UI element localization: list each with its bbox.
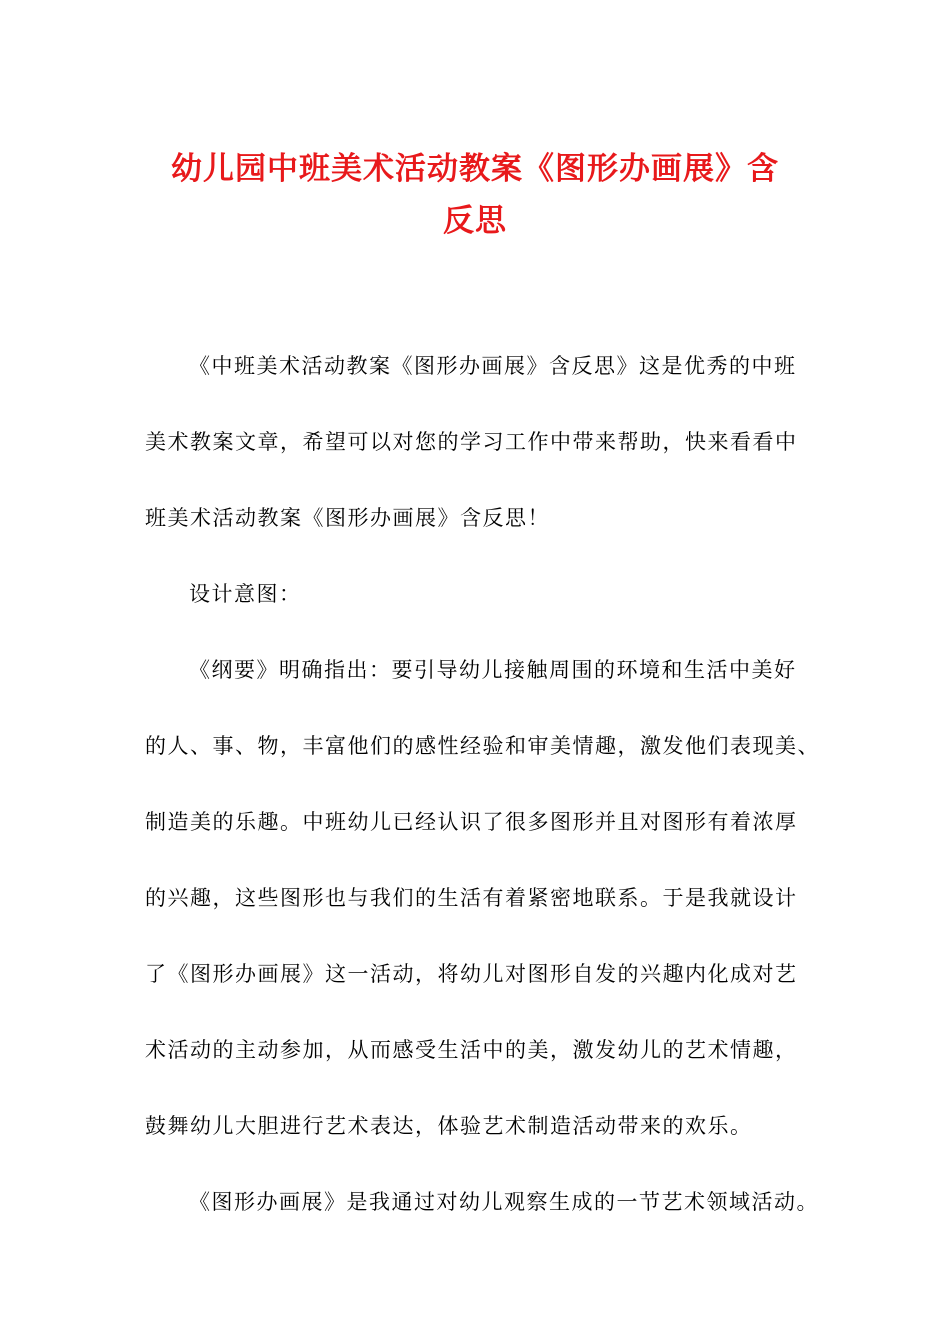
document-title	[120, 143, 830, 247]
paragraph-line: 《纲要》明确指出：要引导幼儿接触周围的环境和生活中美好	[189, 658, 797, 682]
paragraph-line: 班美术活动教案《图形办画展》含反思！	[145, 506, 550, 530]
paragraph-line: 《中班美术活动教案《图形办画展》含反思》这是优秀的中班	[189, 354, 797, 378]
paragraph-line: 制造美的乐趣。中班幼儿已经认识了很多图形并且对图形有着浓厚	[145, 810, 798, 834]
paragraph-line: 美术教案文章，希望可以对您的学习工作中带来帮助，快来看看中	[145, 430, 798, 454]
section-heading: 设计意图：	[189, 582, 302, 606]
paragraph-line: 鼓舞幼儿大胆进行艺术表达，体验艺术制造活动带来的欢乐。	[145, 1114, 753, 1138]
paragraph-line: 的兴趣，这些图形也与我们的生活有着紧密地联系。于是我就设计	[145, 886, 798, 910]
document-body	[145, 328, 820, 1240]
paragraph-line: 术活动的主动参加，从而感受生活中的美，激发幼儿的艺术情趣，	[145, 1038, 798, 1062]
document-title-line: 幼儿园中班美术活动教案《图形办画展》含	[171, 151, 779, 187]
paragraph-line: 的人、事、物，丰富他们的感性经验和审美情趣，激发他们表现美、	[145, 734, 820, 758]
activity-paragraph	[145, 1164, 819, 1240]
guideline-paragraph	[145, 632, 820, 1164]
document-title-line: 反思	[443, 203, 507, 239]
paragraph-line: 了《图形办画展》这一活动，将幼儿对图形自发的兴趣内化成对艺	[145, 962, 798, 986]
section-heading-design-intent	[145, 556, 810, 632]
intro-paragraph	[145, 328, 810, 556]
paragraph-line: 《图形办画展》是我通过对幼儿观察生成的一节艺术领域活动。	[189, 1190, 819, 1214]
